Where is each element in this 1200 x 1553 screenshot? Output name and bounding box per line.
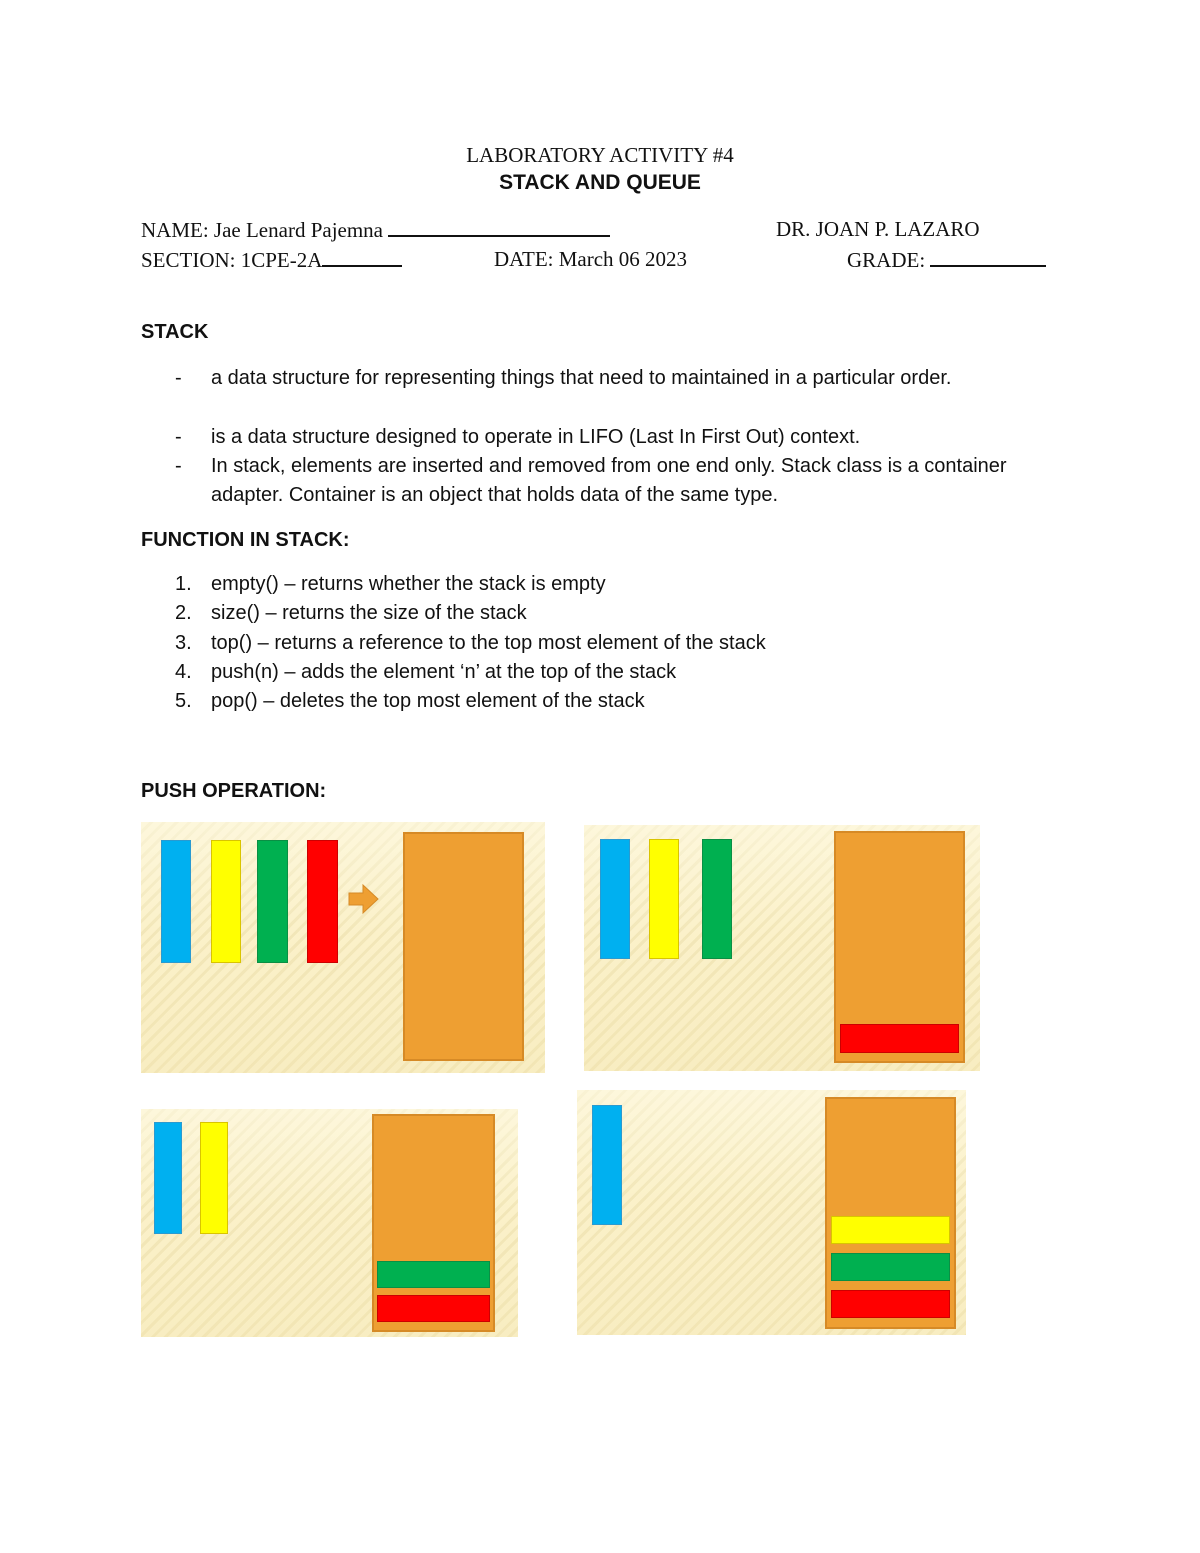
date-field: DATE: March 06 2023 [494, 247, 688, 271]
function-item-4: push(n) – adds the element ‘n’ at the top of the stack [211, 661, 677, 683]
stack-bullet-1: a data structure for representing things that need to maintained in a particular order. [211, 367, 952, 389]
function-heading: FUNCTION IN STACK: [141, 529, 350, 551]
function-item-1: empty() – returns whether the stack is empty [211, 573, 606, 595]
pushed-green-block [831, 1253, 950, 1281]
green-block [702, 839, 732, 959]
section-underline [322, 247, 402, 267]
function-num-4: 4. [175, 661, 192, 683]
push-step-4-image [577, 1090, 966, 1335]
name-field [141, 217, 610, 243]
bullet-marker: - [175, 426, 182, 448]
grade-label: GRADE: [847, 248, 926, 272]
instructor-name: DR. JOAN P. LAZARO [776, 217, 980, 241]
pushed-red-block [831, 1290, 950, 1318]
grade-field [847, 247, 1046, 273]
push-step-2-image [584, 825, 980, 1071]
function-num-1: 1. [175, 573, 192, 595]
pushed-green-block [377, 1261, 490, 1288]
function-item-2: size() – returns the size of the stack [211, 602, 527, 624]
stack-bullet-3: In stack, elements are inserted and removed from one end only. Stack class is a container adapter. Container is an object that holds data of the same type. [211, 455, 1007, 506]
red-block [307, 840, 338, 963]
bullet-marker: - [175, 455, 182, 477]
function-item-5: pop() – deletes the top most element of the stack [211, 690, 645, 712]
yellow-block [649, 839, 679, 959]
function-item-3: top() – returns a reference to the top most element of the stack [211, 632, 766, 654]
function-num-5: 5. [175, 690, 192, 712]
blue-block [600, 839, 630, 959]
section-field [141, 247, 402, 273]
push-operation-heading: PUSH OPERATION: [141, 780, 327, 802]
arrow-right-icon [347, 882, 381, 916]
yellow-block [211, 840, 241, 963]
activity-subtitle: STACK AND QUEUE [499, 171, 701, 194]
function-num-2: 2. [175, 602, 192, 624]
stack-heading: STACK [141, 321, 209, 343]
bullet-marker: - [175, 367, 182, 389]
stack-container [403, 832, 524, 1061]
pushed-red-block [377, 1295, 490, 1322]
function-num-3: 3. [175, 632, 192, 654]
section-label: SECTION: 1CPE-2A [141, 248, 323, 272]
pushed-red-block [840, 1024, 959, 1053]
green-block [257, 840, 288, 963]
activity-title: LABORATORY ACTIVITY #4 [466, 143, 734, 167]
stack-bullet-2: is a data structure designed to operate in LIFO (Last In First Out) context. [211, 426, 861, 448]
blue-block [592, 1105, 622, 1225]
name-underline [388, 217, 610, 237]
blue-block [161, 840, 191, 963]
push-step-1-image [141, 822, 545, 1073]
yellow-block [200, 1122, 228, 1234]
push-step-3-image [141, 1109, 518, 1337]
blue-block [154, 1122, 182, 1234]
pushed-yellow-block [831, 1216, 950, 1244]
name-label: NAME: Jae Lenard Pajemna [141, 218, 384, 242]
grade-underline [930, 247, 1046, 267]
